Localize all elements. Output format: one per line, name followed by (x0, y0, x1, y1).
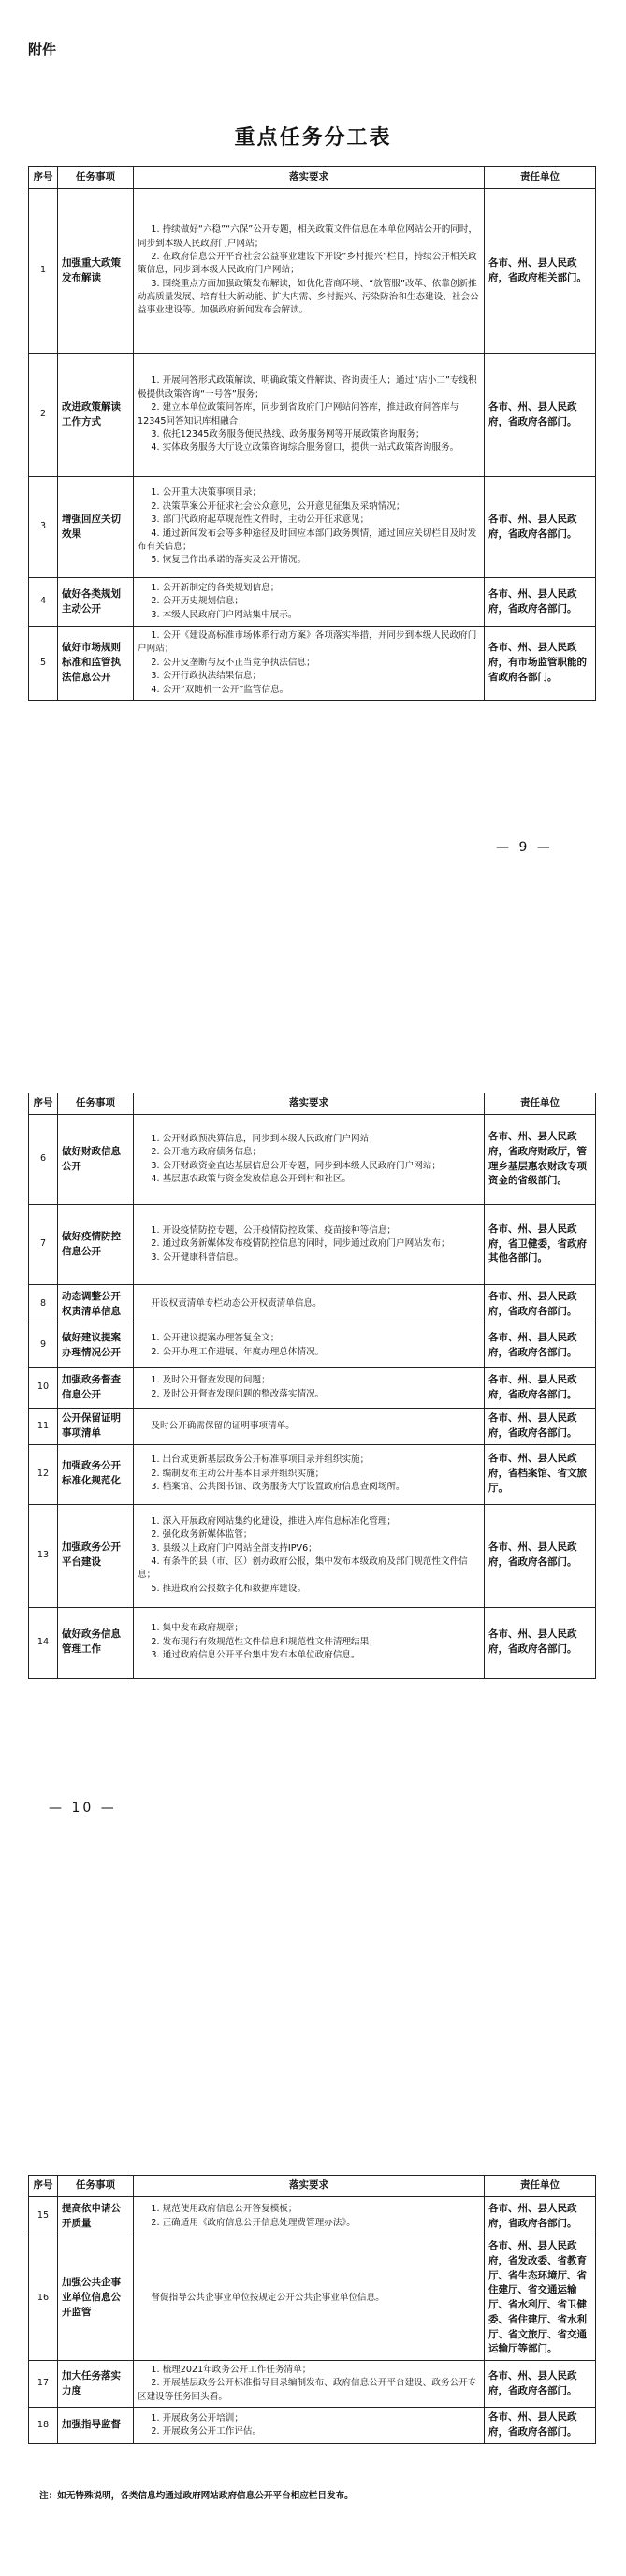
responsible-units: 各市、州、县人民政府，省政府各部门。 (485, 1285, 596, 1324)
table-row (29, 627, 596, 701)
row-number: 9 (29, 1324, 58, 1368)
task-name: 增强回应关切效果 (58, 477, 134, 578)
requirement-line: 2. 在政府信息公开平台社会公益事业建设下开设“乡村振兴”栏目，持续公开相关政策信息，同步到本级人民政府门户网站； (138, 251, 477, 276)
responsible-units: 各市、州、县人民政府，省发改委、省教育厅、省生态环境厅、省住建厅、省交通运输厅、省水利厅、省卫健委、省住建厅、省水利厅、省文旅厅、省交通运输厅等部门。 (485, 2236, 596, 2361)
responsible-units: 各市、州、县人民政府，省政府各部门。 (485, 1409, 596, 1445)
attachment-label: 附件 (28, 41, 57, 58)
table-row (29, 477, 596, 578)
table-row (29, 1444, 596, 1504)
header-row (29, 2176, 596, 2197)
requirement-line: 3. 公开财政资金直达基层信息公开专题，同步到本级人民政府门户网站； (151, 1160, 441, 1171)
requirements (134, 1285, 485, 1324)
requirement-line: 2. 开展基层政务公开标准指导目录编制发布、政府信息公开平台建设、政务公开专区建设等任务回头看。 (138, 2378, 477, 2402)
requirements (134, 2197, 485, 2236)
responsible-units: 各市、州、县人民政府，省政府各部门。 (485, 477, 596, 578)
responsible-units: 各市、州、县人民政府，省政府各部门。 (485, 1607, 596, 1678)
requirement-line: 4. 公开“双随机一公开”监管信息。 (151, 684, 289, 695)
task-name: 做好政务信息管理工作 (58, 1607, 134, 1678)
page-number: — 9 — (496, 840, 553, 855)
responsible-units: 各市、州、县人民政府，省政府各部门。 (485, 2408, 596, 2444)
header-no: 序号 (29, 2176, 58, 2197)
requirement-line: 1. 公开新制定的各类规划信息； (151, 582, 280, 593)
task-name: 公开保留证明事项清单 (58, 1409, 134, 1445)
task-name: 加强公共企事业单位信息公开监管 (58, 2236, 134, 2361)
responsible-units: 各市、州、县人民政府，省政府各部门。 (485, 578, 596, 627)
requirement-line: 2. 决策草案公开征求社会公众意见，公开意见征集及采纳情况； (151, 500, 405, 512)
responsible-units: 各市、州、县人民政府，省政府各部门。 (485, 354, 596, 477)
task-table-page-3 (28, 2175, 596, 2444)
requirement-line: 1. 公开《建设高标准市场体系行动方案》各项落实举措，并同步到本级人民政府门户网站； (138, 630, 477, 655)
requirement-line: 3. 通过政府信息公开平台集中发布本单位政府信息。 (151, 1650, 360, 1661)
task-name: 加强政务督查信息公开 (58, 1368, 134, 1409)
requirement-line: 1. 深入开展政府网站集约化建设，推进入库信息标准化管理； (151, 1515, 397, 1527)
task-table-page-1 (28, 166, 596, 701)
requirement-line: 2. 发布现行有效规范性文件信息和规范性文件清理结果； (151, 1636, 378, 1647)
requirements (134, 1444, 485, 1504)
task-name: 加强重大政策发布解读 (58, 189, 134, 354)
responsible-units: 各市、州、县人民政府，省档案馆、省文旅厅。 (485, 1444, 596, 1504)
requirements (134, 2236, 485, 2361)
header-responsible: 责任单位 (485, 167, 596, 189)
task-name: 做好疫情防控信息公开 (58, 1205, 134, 1285)
requirement-line: 3. 县级以上政府门户网站全部支持IPV6； (151, 1542, 317, 1554)
requirement-line: 2. 开展政务公开工作评估。 (151, 2425, 262, 2437)
requirement-line: 1. 开展政务公开培训； (151, 2412, 243, 2424)
table-row (29, 1504, 596, 1607)
task-name: 做好市场规则标准和监管执法信息公开 (58, 627, 134, 701)
responsible-units: 各市、州、县人民政府，省政府各部门。 (485, 2197, 596, 2236)
requirement-line: 3. 部门代政府起草规范性文件时，主动公开征求意见； (151, 514, 370, 526)
task-name: 加强政务公开标准化规范化 (58, 1444, 134, 1504)
row-number: 6 (29, 1115, 58, 1205)
requirement-line: 5. 推进政府公报数字化和数据库建设。 (151, 1583, 307, 1594)
responsible-units: 各市、州、县人民政府，省政府各部门。 (485, 2361, 596, 2408)
requirement-line: 3. 本级人民政府门户网站集中展示。 (151, 609, 298, 620)
requirement-line: 2. 建立本单位政策问答库，同步到省政府门户网站问答库，推进政府问答库与12345问答知识库相融合； (138, 402, 459, 427)
row-number: 17 (29, 2361, 58, 2408)
table-row (29, 1285, 596, 1324)
header-no: 序号 (29, 1093, 58, 1115)
task-name: 加强指导监督 (58, 2408, 134, 2444)
task-table-page-2 (28, 1093, 596, 1679)
requirements (134, 1368, 485, 1409)
header-requirements: 落实要求 (134, 167, 485, 189)
table-row (29, 1324, 596, 1368)
requirements (134, 1504, 485, 1607)
requirement-line: 4. 实体政务服务大厅设立政策咨询综合服务窗口，提供一站式政策咨询服务。 (151, 442, 459, 454)
responsible-units: 各市、州、县人民政府，省政府相关部门。 (485, 189, 596, 354)
requirement-line: 4. 基层惠农政策与资金发放信息公开到村和社区。 (151, 1173, 352, 1184)
footnote: 注：如无特殊说明，各类信息均通过政府网站政府信息公开平台相应栏目发布。 (39, 2491, 354, 2501)
requirement-line: 2. 正确适用《政府信息公开信息处理费管理办法》。 (151, 2217, 356, 2228)
requirement-line: 1. 公开重大决策事项目录； (151, 487, 262, 499)
table-row (29, 2361, 596, 2408)
requirement-line: 2. 公开办理工作进展、年度办理总体情况。 (151, 1346, 325, 1357)
header-requirements: 落实要求 (134, 1093, 485, 1115)
task-name: 动态调整公开权责清单信息 (58, 1285, 134, 1324)
table-row (29, 1409, 596, 1445)
requirement-line: 督促指导公共企事业单位按规定公开公共企事业单位信息。 (151, 2292, 385, 2303)
requirement-line: 1. 规范使用政府信息公开答复模板； (151, 2204, 298, 2215)
requirements (134, 189, 485, 354)
requirement-line: 2. 公开历史规划信息； (151, 596, 243, 607)
responsible-units: 各市、州、县人民政府，省政府各部门。 (485, 1324, 596, 1368)
requirement-line: 1. 持续做好“六稳”“六保”公开专题，相关政策文件信息在本单位网站公开的同时，同步到本级人民政府门户网站； (138, 224, 478, 249)
task-name: 加强政务公开平台建设 (58, 1504, 134, 1607)
header-row (29, 1093, 596, 1115)
row-number: 2 (29, 354, 58, 477)
requirements (134, 1324, 485, 1368)
row-number: 7 (29, 1205, 58, 1285)
task-name: 加大任务落实力度 (58, 2361, 134, 2408)
task-name: 提高依申请公开质量 (58, 2197, 134, 2236)
task-name: 改进政策解读工作方式 (58, 354, 134, 477)
responsible-units: 各市、州、县人民政府，省政府各部门。 (485, 1504, 596, 1607)
table-row (29, 1368, 596, 1409)
requirement-line: 2. 及时公开督查发现问题的整改落实情况。 (151, 1388, 325, 1399)
row-number: 10 (29, 1368, 58, 1409)
header-responsible: 责任单位 (485, 2176, 596, 2197)
requirement-line: 1. 公开建议提案办理答复全文； (151, 1333, 280, 1344)
table-row (29, 1205, 596, 1285)
row-number: 14 (29, 1607, 58, 1678)
header-task: 任务事项 (58, 2176, 134, 2197)
header-requirements: 落实要求 (134, 2176, 485, 2197)
requirement-line: 4. 通过新闻发布会等多种途径及时回应本部门政务舆情，通过回应关切栏目及时发布有关信息； (138, 528, 477, 552)
requirement-line: 2. 公开反垄断与反不正当竞争执法信息； (151, 657, 315, 668)
responsible-units: 各市、州、县人民政府，省卫健委，省政府其他各部门。 (485, 1205, 596, 1285)
header-task: 任务事项 (58, 1093, 134, 1115)
requirements (134, 1115, 485, 1205)
table-row (29, 2408, 596, 2444)
requirement-line: 1. 公开财政预决算信息，同步到本级人民政府门户网站； (151, 1133, 378, 1144)
header-row (29, 167, 596, 189)
requirement-line: 3. 公开行政执法结果信息； (151, 671, 262, 682)
row-number: 1 (29, 189, 58, 354)
requirements (134, 1607, 485, 1678)
row-number: 4 (29, 578, 58, 627)
table-row (29, 1607, 596, 1678)
table-row (29, 2236, 596, 2361)
requirements (134, 1205, 485, 1285)
requirement-line: 1. 及时公开督查发现的问题； (151, 1375, 270, 1386)
page-number: — 10 — (49, 1801, 117, 1816)
requirement-line: 5. 恢复已作出承诺的落实及公开情况。 (151, 555, 307, 566)
requirement-line: 及时公开确需保留的证明事项清单。 (151, 1420, 295, 1431)
row-number: 5 (29, 627, 58, 701)
requirements (134, 2361, 485, 2408)
row-number: 3 (29, 477, 58, 578)
header-responsible: 责任单位 (485, 1093, 596, 1115)
header-no: 序号 (29, 167, 58, 189)
task-name: 做好建议提案办理情况公开 (58, 1324, 134, 1368)
requirement-line: 1. 梳理2021年政务公开工作任务清单； (151, 2365, 312, 2375)
requirement-line: 2. 编制发布主动公开基本目录并组织实施； (151, 1468, 325, 1479)
requirement-line: 1. 集中发布政府规章； (151, 1623, 243, 1634)
requirement-line: 1. 开设疫情防控专题，公开疫情防控政策、疫苗接种等信息； (151, 1224, 397, 1236)
requirements (134, 627, 485, 701)
table-row (29, 354, 596, 477)
requirements (134, 354, 485, 477)
table-row (29, 2197, 596, 2236)
requirements (134, 477, 485, 578)
requirement-line: 3. 围绕重点方面加强政策发布解读，如优化营商环境、“放管服”改革、依靠创新推动高质量发展、培育壮大新动能、扩大内需、乡村振兴、污染防治和生态建设、社会公益事业建设等。加强政府新闻发布会解读。 (138, 278, 479, 316)
row-number: 8 (29, 1285, 58, 1324)
row-number: 11 (29, 1409, 58, 1445)
header-task: 任务事项 (58, 167, 134, 189)
task-name: 做好财政信息公开 (58, 1115, 134, 1205)
requirement-line: 3. 依托12345政务服务便民热线、政务服务网等开展政策咨询服务； (151, 428, 425, 440)
row-number: 15 (29, 2197, 58, 2236)
row-number: 18 (29, 2408, 58, 2444)
requirement-line: 开设权责清单专栏动态公开权责清单信息。 (151, 1298, 322, 1310)
row-number: 12 (29, 1444, 58, 1504)
requirement-line: 3. 档案馆、公共图书馆、政务服务大厅设置政府信息查阅场所。 (151, 1482, 405, 1493)
requirement-line: 1. 出台或更新基层政务公开标准事项目录并组织实施； (151, 1454, 370, 1466)
responsible-units: 各市、州、县人民政府，省政府财政厅，管理乡基层惠农财政专项资金的省级部门。 (485, 1115, 596, 1205)
requirement-line: 2. 公开地方政府债务信息； (151, 1147, 262, 1158)
requirement-line: 4. 有条件的县（市、区）创办政府公报，集中发布本级政府及部门规范性文件信息； (138, 1556, 468, 1581)
table-row (29, 189, 596, 354)
requirement-line: 1. 开展问答形式政策解读，明确政策文件解读、咨询责任人；通过“店小二”专线积极提供政策咨询“一号答”服务； (138, 375, 477, 399)
responsible-units: 各市、州、县人民政府，有市场监管职能的省政府各部门。 (485, 627, 596, 701)
table-row (29, 1115, 596, 1205)
requirements (134, 2408, 485, 2444)
requirement-line: 2. 通过政务新媒体发布疫情防控信息的同时，同步通过政府门户网站发布； (151, 1238, 450, 1250)
task-name: 做好各类规划主动公开 (58, 578, 134, 627)
requirements (134, 578, 485, 627)
responsible-units: 各市、州、县人民政府，省政府各部门。 (485, 1368, 596, 1409)
row-number: 13 (29, 1504, 58, 1607)
requirements (134, 1409, 485, 1445)
row-number: 16 (29, 2236, 58, 2361)
document-title: 重点任务分工表 (234, 126, 392, 150)
requirement-line: 3. 公开健康科普信息。 (151, 1252, 243, 1263)
table-row (29, 578, 596, 627)
requirement-line: 2. 强化政务新媒体监管； (151, 1529, 253, 1541)
